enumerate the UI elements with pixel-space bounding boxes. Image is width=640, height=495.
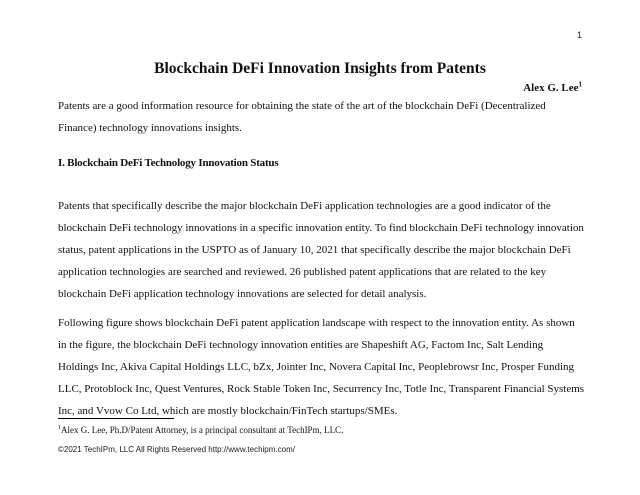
- author-footnote-mark: 1: [578, 80, 582, 89]
- copyright-line: ©2021 TechIPm, LLC All Rights Reserved http://www.techipm.com/: [58, 445, 295, 454]
- footnote-mark: 1: [58, 425, 61, 431]
- landscape-paragraph: Following figure shows blockchain DeFi patent application landscape with respect to the innovation entity. As shown in the figure, the blockchain DeFi technology innovation entities are Shapeshift AG, Factom Inc, Salt Lending Holdings Inc, Akiva Capital Holdings LLC, bZx, Jointer Inc, Novera Capital Inc, Peoplebrowsr Inc, Prosper Funding LLC, Protoblock Inc, Quest Ventures, Rock Stable Token Inc, Securrency Inc, Totle Inc, Transparent Financial Systems Inc, and Vvow Co Ltd, which are mostly blockchain/FinTech startups/SMEs.: [58, 317, 585, 417]
- page-number: 1: [576, 30, 582, 40]
- document-title: Blockchain DeFi Innovation Insights from Patents: [154, 60, 486, 77]
- author-line: [523, 82, 582, 94]
- section-heading: I. Blockchain DeFi Technology Innovation Status: [58, 157, 279, 169]
- footnote-text: Alex G. Lee, Ph.D/Patent Attorney, is a principal consultant at TechIPm, LLC.: [61, 425, 344, 435]
- status-paragraph: Patents that specifically describe the major blockchain DeFi application technologies are a good indicator of the blockchain DeFi technology innovations in a specific innovation entity. To find blockchain DeFi technology innovation status, patent applications in the USPTO as of January 10, 2021 that specifically describe the major blockchain DeFi application technologies are searched and reviewed. 26 published patent applications that are related to the key blockchain DeFi application technology innovations are selected for detail analysis.: [58, 200, 584, 300]
- author-name: Alex G. Lee: [523, 82, 579, 94]
- footnote-divider: [58, 418, 174, 419]
- footnote: [58, 425, 343, 435]
- intro-paragraph: Patents are a good information resource for obtaining the state of the art of the blockchain DeFi (Decentralized Finance) technology innovations insights.: [58, 100, 546, 134]
